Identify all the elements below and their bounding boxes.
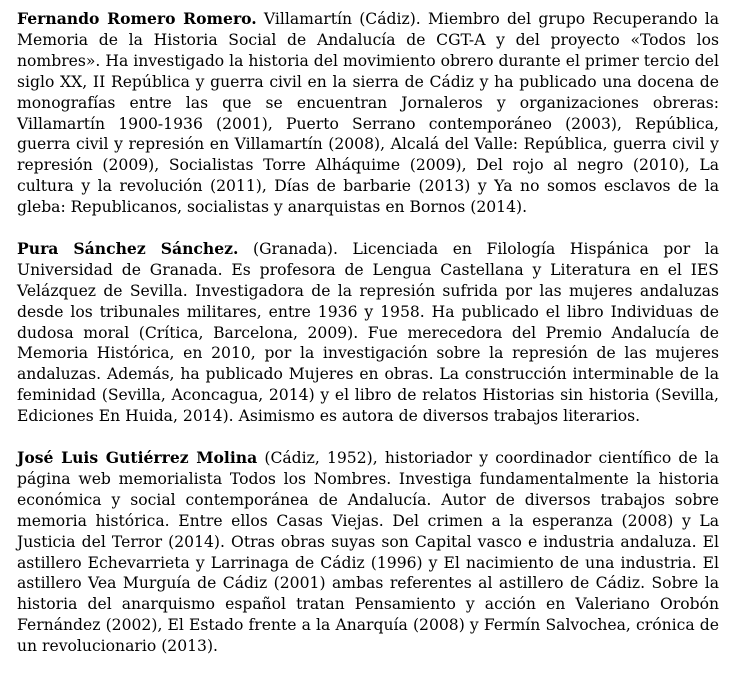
bio-paragraph-fernando-romero xyxy=(17,9,719,218)
author-name: José Luis Gutiérrez Molina xyxy=(17,448,258,467)
bio-text: Villamartín (Cádiz). Miembro del grupo Recuperando la Memoria de la Historia Social de Andalucía de CGT-A y del proyecto «Todos los nombres». Ha investigado la historia del movimiento obrero durante el primer tercio del siglo XX, II República y guerra civil en la sierra de Cádiz y ha publicado una docena de monografías entre las que se encuentran Jornaleros y organizaciones obreras: Villamartín 1900-1936 (2001), Puerto Serrano contemporáneo (2003), República, guerra civil y represión en Villamartín (2008), Alcalá del Valle: República, guerra civil y represión (2009), Socialistas Torre Alháquime (2009), Del rojo al negro (2010), La cultura y la revolución (2011), Días de barbarie (2013) y Ya no somos esclavos de la gleba: Republicanos, socialistas y anarquistas en Bornos (2014). xyxy=(17,10,719,217)
bio-text: (Granada). Licenciada en Filología Hispánica por la Universidad de Granada. Es profesora de Lengua Castellana y Literatura en el IES Velázquez de Sevilla. Investigadora de la represión sufrida por las mujeres andaluzas desde los tribunales militares, entre 1936 y 1958. Ha publicado el libro Individuas de dudosa moral (Crítica, Barcelona, 2009). Fue merecedora del Premio Andalucía de Memoria Histórica, en 2010, por la investigación sobre la represión de las mujeres andaluzas. Además, ha publicado Mujeres en obras. La construcción interminable de la feminidad (Sevilla, Aconcagua, 2014) y el libro de relatos Historias sin historia (Sevilla, Ediciones En Huida, 2014). Asimismo es autora de diversos trabajos literarios. xyxy=(17,239,719,426)
author-name: Pura Sánchez Sánchez. xyxy=(17,238,239,258)
bio-paragraph-pura-sanchez xyxy=(17,239,719,427)
document-page xyxy=(17,9,719,678)
author-name: Fernando Romero Romero. xyxy=(17,9,257,28)
bio-paragraph-jose-luis-gutierrez xyxy=(17,448,719,657)
bio-text: (Cádiz, 1952), historiador y coordinador científico de la página web memorialista Todos los Nombres. Investiga fundamentalmente la historia económica y social contemporánea de Andalucía. Autor de diversos trabajos sobre memoria histórica. Entre ellos Casas Viejas. Del crimen a la esperanza (2008) y La Justicia del Terror (2014). Otras obras suyas son Capital vasco e industria andaluza. El astillero Echevarrieta y Larrinaga de Cádiz (1996) y El nacimiento de una industria. El astillero Vea Murguía de Cádiz (2001) ambas referentes al astillero de Cádiz. Sobre la historia del anarquismo español tratan Pensamiento y acción en Valeriano Orobón Fernández (2002), El Estado frente a la Anarquía (2008) y Fermín Salvochea, crónica de un revolucionario (2013). xyxy=(17,449,719,656)
